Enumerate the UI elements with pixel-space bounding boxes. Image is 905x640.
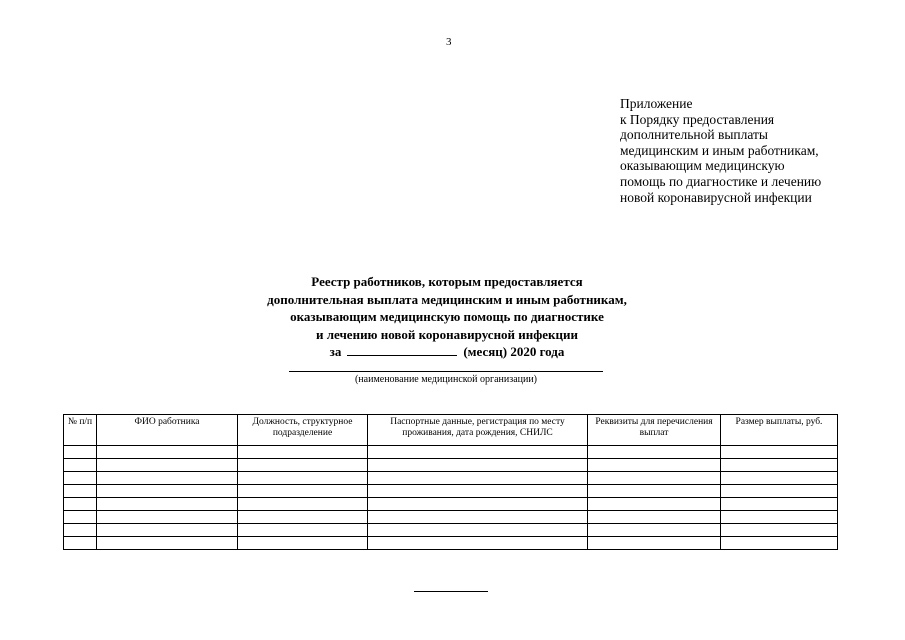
title-line: Реестр работников, которым предоставляется — [311, 274, 583, 289]
col-header-passport: Паспортные данные, регистрация по месту проживания, дата рождения, СНИЛС — [368, 415, 588, 446]
table-cell[interactable] — [588, 537, 721, 550]
table-cell[interactable] — [368, 524, 588, 537]
table-cell[interactable] — [238, 446, 368, 459]
table-cell[interactable] — [64, 498, 97, 511]
table-cell[interactable] — [64, 524, 97, 537]
table-cell[interactable] — [368, 459, 588, 472]
col-header-number: № п/п — [64, 415, 97, 446]
organization-caption: (наименование медицинской организации) — [354, 374, 538, 385]
table-cell[interactable] — [588, 459, 721, 472]
table-cell[interactable] — [238, 498, 368, 511]
table-cell[interactable] — [588, 498, 721, 511]
table-cell[interactable] — [721, 459, 838, 472]
table-cell[interactable] — [368, 472, 588, 485]
table-cell[interactable] — [97, 511, 238, 524]
col-header-full-name: ФИО работника — [97, 415, 238, 446]
period-suffix: (месяц) 2020 года — [463, 344, 565, 360]
title-line: и лечению новой коронавирусной инфекции — [316, 326, 578, 342]
table-row — [64, 498, 838, 511]
appendix-line: оказывающим медицинскую — [620, 158, 785, 174]
appendix-line: медицинским и иным работникам, — [620, 142, 819, 158]
table-cell[interactable] — [721, 537, 838, 550]
document-title — [150, 273, 744, 361]
table-cell[interactable] — [588, 511, 721, 524]
table-cell[interactable] — [368, 537, 588, 550]
table-row — [64, 524, 838, 537]
col-header-payment-amount: Размер выплаты, руб. — [721, 415, 838, 446]
appendix-line: к Порядку предоставления — [620, 111, 775, 127]
table-cell[interactable] — [238, 459, 368, 472]
appendix-note — [620, 96, 821, 205]
title-line: оказывающим медицинскую помощь по диагностике — [290, 309, 604, 325]
appendix-line: Приложение — [620, 96, 693, 111]
table-cell[interactable] — [588, 485, 721, 498]
table-cell[interactable] — [97, 498, 238, 511]
table-row — [64, 472, 838, 485]
table-cell[interactable] — [238, 537, 368, 550]
title-period-line — [150, 343, 744, 361]
table-cell[interactable] — [238, 511, 368, 524]
table-cell[interactable] — [64, 537, 97, 550]
table-cell[interactable] — [97, 446, 238, 459]
title-line: дополнительная выплата медицинским и иным работникам, — [267, 291, 627, 307]
table-cell[interactable] — [721, 485, 838, 498]
table-cell[interactable] — [64, 511, 97, 524]
table-row — [64, 459, 838, 472]
table-cell[interactable] — [238, 524, 368, 537]
table-cell[interactable] — [368, 498, 588, 511]
table-cell[interactable] — [238, 485, 368, 498]
table-cell[interactable] — [64, 446, 97, 459]
table-row — [64, 485, 838, 498]
col-header-bank-details: Реквизиты для перечисления выплат — [588, 415, 721, 446]
table-cell[interactable] — [97, 524, 238, 537]
table-cell[interactable] — [721, 446, 838, 459]
table-cell[interactable] — [721, 472, 838, 485]
page-number: 3 — [446, 36, 452, 48]
table-cell[interactable] — [588, 472, 721, 485]
table-cell[interactable] — [721, 498, 838, 511]
table-cell[interactable] — [97, 472, 238, 485]
appendix-line: новой коронавирусной инфекции — [620, 189, 812, 205]
table-cell[interactable] — [97, 537, 238, 550]
table-cell[interactable] — [97, 485, 238, 498]
table-cell[interactable] — [721, 511, 838, 524]
table-cell[interactable] — [368, 485, 588, 498]
month-blank-field[interactable] — [347, 355, 457, 356]
table-cell[interactable] — [64, 459, 97, 472]
appendix-line: дополнительной выплаты — [620, 127, 768, 143]
table-cell[interactable] — [368, 446, 588, 459]
table-cell[interactable] — [368, 511, 588, 524]
footer-divider — [414, 591, 488, 592]
period-prefix: за — [329, 344, 342, 360]
table-header-row — [64, 415, 838, 446]
table-row — [64, 446, 838, 459]
table-row — [64, 511, 838, 524]
col-header-position: Должность, структурное подразделение — [238, 415, 368, 446]
registry-table — [63, 414, 838, 550]
table-cell[interactable] — [588, 524, 721, 537]
table-cell[interactable] — [97, 459, 238, 472]
table-cell[interactable] — [588, 446, 721, 459]
table-row — [64, 537, 838, 550]
organization-blank-field[interactable] — [289, 371, 603, 372]
table-cell[interactable] — [64, 485, 97, 498]
table-cell[interactable] — [64, 472, 97, 485]
appendix-line: помощь по диагностике и лечению — [620, 173, 822, 189]
table-cell[interactable] — [238, 472, 368, 485]
table-cell[interactable] — [721, 524, 838, 537]
